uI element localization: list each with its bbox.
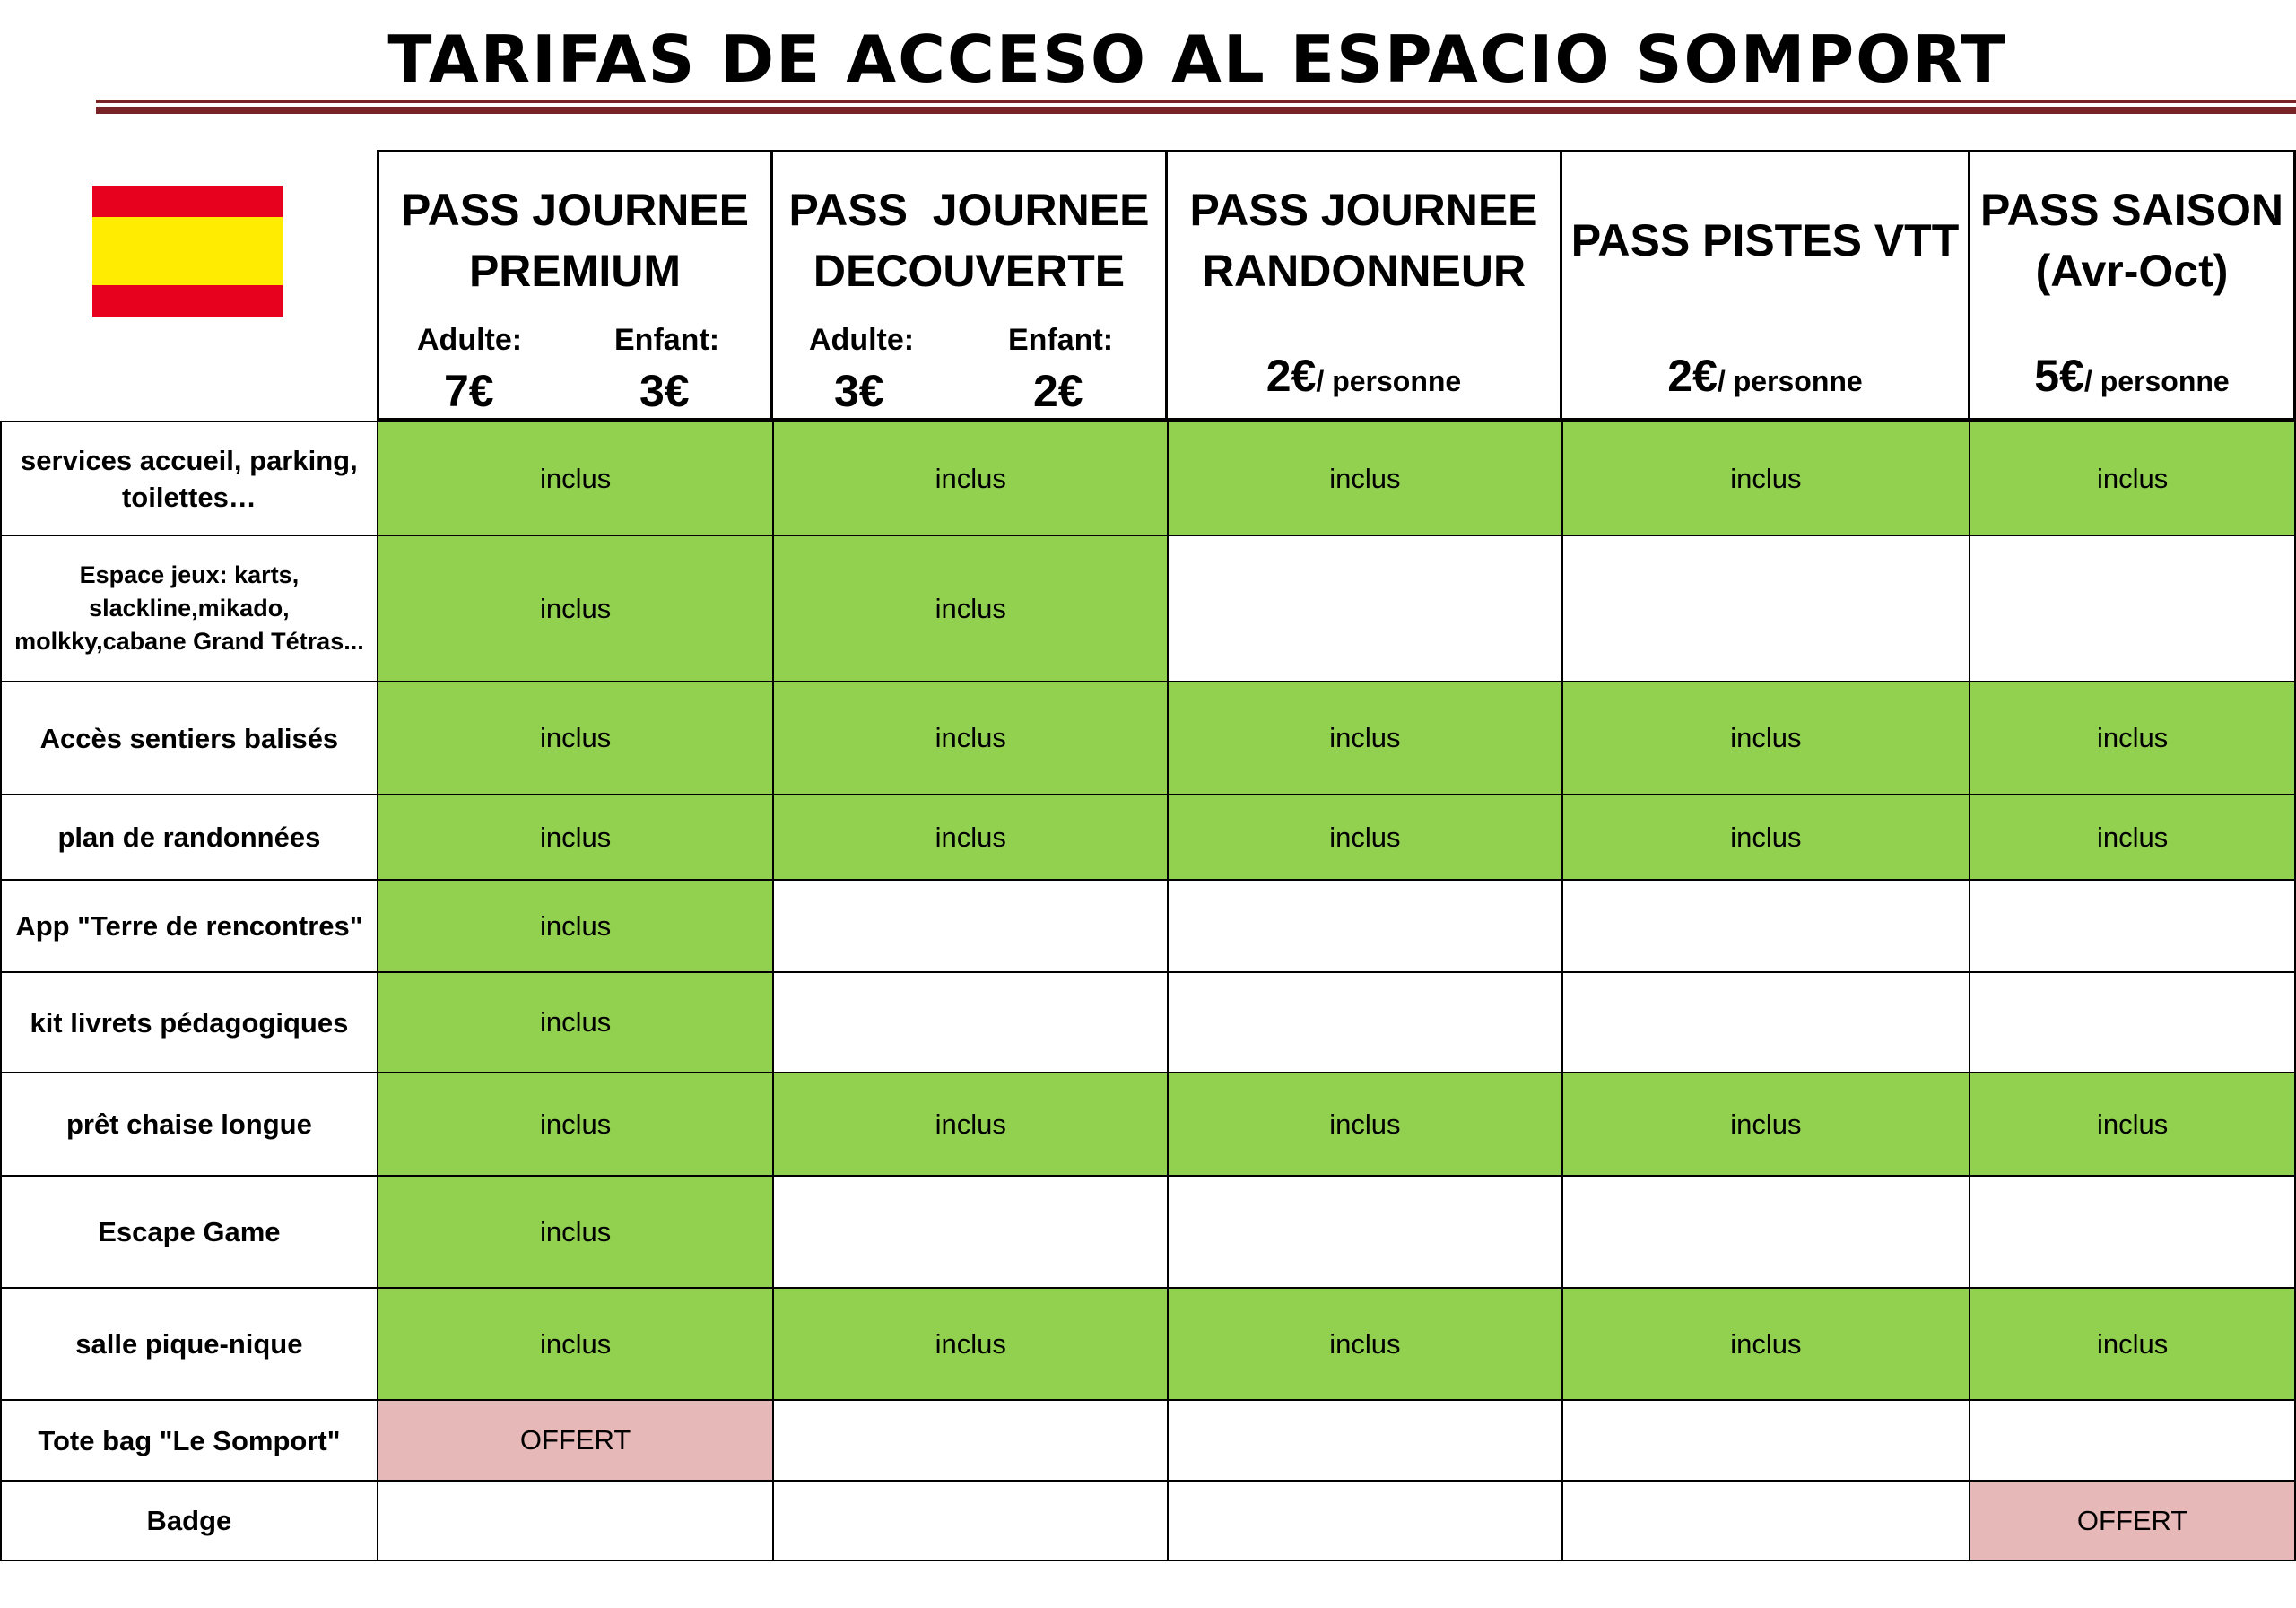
included-cell: inclus bbox=[378, 795, 774, 880]
empty-cell bbox=[1168, 535, 1562, 682]
empty-cell bbox=[1970, 972, 2295, 1073]
pass-name-line1: PASS JOURNEE bbox=[1189, 185, 1538, 235]
empty-cell bbox=[773, 1400, 1168, 1481]
row-label-text: slackline,mikado, bbox=[89, 595, 290, 621]
empty-cell bbox=[1168, 1481, 1562, 1560]
row-label-text: prêt chaise longue bbox=[65, 1108, 312, 1140]
adult-price: 7€ bbox=[444, 366, 494, 416]
table-row bbox=[1, 1073, 2295, 1176]
empty-cell bbox=[773, 972, 1168, 1073]
included-cell: inclus bbox=[1168, 422, 1562, 535]
header-pass-saison bbox=[1970, 150, 2296, 421]
header-pass-decouverte bbox=[773, 150, 1168, 421]
pass-name-line1: PASS JOURNEE bbox=[788, 185, 1150, 235]
table-row bbox=[1, 972, 2295, 1073]
child-price: 3€ bbox=[639, 366, 690, 416]
included-cell: inclus bbox=[378, 972, 774, 1073]
row-label-text: toilettes… bbox=[121, 481, 257, 513]
empty-cell bbox=[1168, 880, 1562, 972]
pass-name-line1: PASS JOURNEE bbox=[400, 185, 750, 235]
empty-cell bbox=[1970, 1176, 2295, 1288]
empty-cell bbox=[773, 1176, 1168, 1288]
included-cell: inclus bbox=[1970, 1288, 2295, 1400]
row-label-text: Badge bbox=[146, 1505, 232, 1536]
row-label bbox=[1, 1288, 378, 1400]
included-cell: inclus bbox=[378, 422, 774, 535]
row-label-text: services accueil, parking, bbox=[21, 444, 358, 476]
pass-price bbox=[1168, 350, 1560, 402]
included-cell: inclus bbox=[773, 422, 1168, 535]
row-label-text: App "Terre de rencontres" bbox=[15, 910, 363, 942]
empty-cell bbox=[1562, 880, 1970, 972]
price-unit: / personne bbox=[1316, 365, 1462, 397]
pass-name-line1: PASS SAISON bbox=[1979, 185, 2284, 235]
adult-label: Adulte: bbox=[417, 323, 523, 357]
adult-label: Adulte: bbox=[809, 323, 915, 357]
row-label-text: molkky,cabane Grand Tétras... bbox=[14, 628, 364, 655]
row-label bbox=[1, 880, 378, 972]
child-label: Enfant: bbox=[1008, 323, 1114, 357]
row-label-text: Tote bag "Le Somport" bbox=[38, 1424, 341, 1456]
empty-cell bbox=[1562, 1400, 1970, 1481]
spain-flag-icon bbox=[92, 186, 283, 317]
price-unit: / personne bbox=[2083, 365, 2230, 397]
empty-cell bbox=[1168, 972, 1562, 1073]
included-cell: inclus bbox=[1562, 682, 1970, 795]
pass-name-line2: RANDONNEUR bbox=[1201, 246, 1526, 296]
included-cell: inclus bbox=[1970, 1073, 2295, 1176]
title-divider bbox=[96, 100, 2296, 103]
table-row bbox=[1, 535, 2295, 682]
included-cell: inclus bbox=[1168, 682, 1562, 795]
included-cell: inclus bbox=[773, 1288, 1168, 1400]
empty-cell bbox=[1970, 880, 2295, 972]
row-label-text: Escape Game bbox=[98, 1216, 281, 1247]
row-label-text: Accès sentiers balisés bbox=[39, 722, 339, 754]
price-amount: 2€ bbox=[1265, 351, 1317, 401]
included-cell: inclus bbox=[1970, 422, 2295, 535]
included-cell: inclus bbox=[773, 535, 1168, 682]
included-cell: inclus bbox=[1562, 1288, 1970, 1400]
row-label bbox=[1, 1176, 378, 1288]
pass-price bbox=[1562, 350, 1968, 402]
empty-cell bbox=[1562, 1481, 1970, 1560]
row-label-text: Espace jeux: karts, bbox=[79, 561, 300, 588]
table-row bbox=[1, 880, 2295, 972]
included-cell: inclus bbox=[1168, 1073, 1562, 1176]
child-price: 2€ bbox=[1033, 366, 1083, 416]
included-cell: inclus bbox=[378, 1176, 774, 1288]
empty-cell bbox=[1562, 535, 1970, 682]
table-row bbox=[1, 1400, 2295, 1481]
included-cell: inclus bbox=[1168, 795, 1562, 880]
row-label bbox=[1, 795, 378, 880]
included-cell: inclus bbox=[1562, 422, 1970, 535]
included-cell: inclus bbox=[1562, 795, 1970, 880]
included-cell: inclus bbox=[1970, 795, 2295, 880]
table-row bbox=[1, 1176, 2295, 1288]
row-label bbox=[1, 972, 378, 1073]
row-label bbox=[1, 422, 378, 535]
header-pass-randonneur bbox=[1168, 150, 1562, 421]
empty-cell bbox=[1562, 1176, 1970, 1288]
title-divider-thick bbox=[96, 107, 2296, 114]
pass-name-line2: PREMIUM bbox=[468, 246, 682, 296]
pricing-table bbox=[0, 421, 2296, 1561]
included-cell: inclus bbox=[378, 1073, 774, 1176]
offered-cell: OFFERT bbox=[378, 1400, 774, 1481]
empty-cell bbox=[1562, 972, 1970, 1073]
row-label-text: plan de randonnées bbox=[57, 821, 321, 853]
included-cell: inclus bbox=[1562, 1073, 1970, 1176]
table-row bbox=[1, 1481, 2295, 1560]
included-cell: inclus bbox=[378, 880, 774, 972]
price-amount: 5€ bbox=[2034, 351, 2084, 401]
child-label: Enfant: bbox=[614, 323, 720, 357]
row-label-text: salle pique-nique bbox=[75, 1328, 303, 1360]
row-label bbox=[1, 682, 378, 795]
included-cell: inclus bbox=[378, 1288, 774, 1400]
pass-name-line2: DECOUVERTE bbox=[813, 246, 1126, 296]
row-label-text: kit livrets pédagogiques bbox=[30, 1006, 349, 1039]
table-row bbox=[1, 682, 2295, 795]
price-amount: 2€ bbox=[1667, 351, 1718, 401]
pass-name-line2: (Avr-Oct) bbox=[2035, 246, 2229, 296]
row-label bbox=[1, 1400, 378, 1481]
header-pass-premium bbox=[377, 150, 773, 421]
included-cell: inclus bbox=[378, 682, 774, 795]
row-label bbox=[1, 535, 378, 682]
empty-cell bbox=[378, 1481, 774, 1560]
included-cell: inclus bbox=[1168, 1288, 1562, 1400]
table-row bbox=[1, 795, 2295, 880]
row-label bbox=[1, 1073, 378, 1176]
page-title: TARIFAS DE ACCESO AL ESPACIO SOMPORT bbox=[387, 22, 2007, 97]
empty-cell bbox=[1970, 535, 2295, 682]
pass-name-line1: PASS PISTES VTT bbox=[1570, 215, 1960, 265]
included-cell: inclus bbox=[773, 1073, 1168, 1176]
included-cell: inclus bbox=[1970, 682, 2295, 795]
empty-cell bbox=[1168, 1176, 1562, 1288]
table-row bbox=[1, 1288, 2295, 1400]
row-label bbox=[1, 1481, 378, 1560]
empty-cell bbox=[1970, 1400, 2295, 1481]
included-cell: inclus bbox=[773, 682, 1168, 795]
adult-price: 3€ bbox=[834, 366, 884, 416]
empty-cell bbox=[773, 880, 1168, 972]
empty-cell bbox=[1168, 1400, 1562, 1481]
included-cell: inclus bbox=[773, 795, 1168, 880]
table-row bbox=[1, 422, 2295, 535]
empty-cell bbox=[773, 1481, 1168, 1560]
header-pass-vtt bbox=[1562, 150, 1970, 421]
offered-cell: OFFERT bbox=[1970, 1481, 2295, 1560]
included-cell: inclus bbox=[378, 535, 774, 682]
pass-price bbox=[1970, 350, 2293, 402]
price-unit: / personne bbox=[1717, 365, 1863, 397]
